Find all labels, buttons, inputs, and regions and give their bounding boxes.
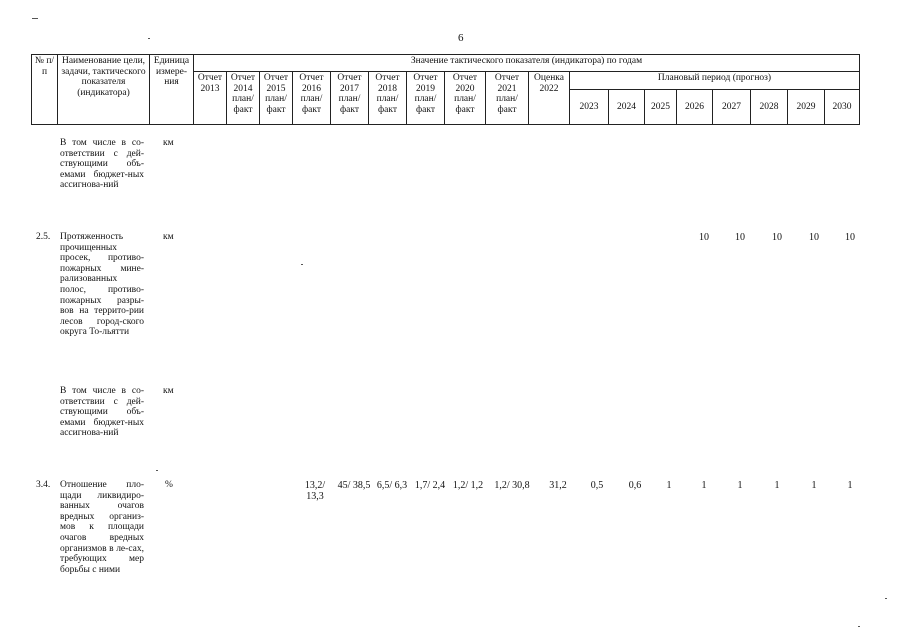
header-col-unit: Единица измере-ния: [150, 55, 194, 125]
row-4-unit: %: [165, 480, 173, 490]
row-4-plan-2028: 1: [774, 480, 780, 491]
row-4-plan-2030: 1: [847, 480, 853, 491]
scan-speck: [148, 38, 150, 39]
row-3-unit: км: [163, 386, 174, 396]
scan-speck: [32, 18, 38, 19]
row-4-report-2021: 1,2/ 30,8: [494, 480, 530, 491]
row-4-report-2020: 1,2/ 1,2: [452, 480, 484, 491]
header-plan-2029: 2029: [788, 90, 825, 125]
row-4-plan-2024: 0,6: [628, 480, 642, 491]
header-plan-2024: 2024: [609, 90, 645, 125]
row-2-plan-2027: 10: [735, 232, 745, 243]
header-year-2017: Отчет 2017 план/ факт: [331, 72, 369, 125]
header-plan-2025: 2025: [645, 90, 677, 125]
page-number: 6: [458, 32, 464, 44]
header-year-2020: Отчет 2020 план/ факт: [445, 72, 486, 125]
indicator-table-header: [31, 54, 860, 125]
header-col-name: Наименование цели, задачи, тактического показателя (индикатора): [58, 55, 150, 125]
row-3-name: В том числе в со-ответствии с дей-ствующими объ-емами бюджет-ных ассигнова-ний: [60, 386, 144, 439]
row-2-plan-2028: 10: [772, 232, 782, 243]
row-2-name: Протяженность прочищенных просек, противо-пожарных мине-рализованных полос, противо-пожарных разры-вов на террито-рии лесов город-ского округа То-льятти: [60, 232, 144, 338]
row-2-plan-2029: 10: [809, 232, 819, 243]
row-1-name: В том числе в со-ответствии с дей-ствующими объ-емами бюджет-ных ассигнова-ний: [60, 138, 144, 191]
row-4-name: Отношение пло-щади ликвидиро-ванных очагов вредных организ-мов к площади очагов вредных организмов в ле-сах, требующих мер борьбы с ними: [60, 480, 144, 575]
header-year-2021: Отчет 2021 план/ факт: [486, 72, 529, 125]
header-year-2019: Отчет 2019 план/ факт: [407, 72, 445, 125]
header-plan-2026: 2026: [677, 90, 713, 125]
row-4-report-2018: 6,5/ 6,3: [376, 480, 408, 491]
header-plan-2023: 2023: [570, 90, 609, 125]
row-4-report-2017: 45/ 38,5: [337, 480, 371, 491]
row-1-unit: км: [163, 138, 174, 148]
header-year-2018: Отчет 2018 план/ факт: [369, 72, 407, 125]
header-plan-2028: 2028: [751, 90, 788, 125]
row-4-report-2016: 13,2/ 13,3: [304, 480, 326, 502]
header-year-2016: Отчет 2016 план/ факт: [293, 72, 331, 125]
header-col-values: Значение тактического показателя (индикатора) по годам: [194, 55, 860, 72]
row-4-plan-2023: 0,5: [590, 480, 604, 491]
row-4-report-2019: 1,7/ 2,4: [414, 480, 446, 491]
scan-speck: [156, 470, 158, 471]
row-4-plan-2026: 1: [701, 480, 707, 491]
header-plan-period: Плановый период (прогноз): [570, 72, 860, 90]
row-4-num: 3.4.: [36, 480, 51, 490]
row-2-unit: км: [163, 232, 174, 242]
scan-speck: [858, 626, 860, 627]
header-year-2014: Отчет 2014 план/ факт: [227, 72, 260, 125]
row-4-plan-2025: 1: [666, 480, 672, 491]
header-year-2015: Отчет 2015 план/ факт: [260, 72, 293, 125]
row-2-plan-2026: 10: [699, 232, 709, 243]
header-plan-2027: 2027: [713, 90, 751, 125]
header-col-num: № п/п: [32, 55, 58, 125]
row-4-plan-2029: 1: [811, 480, 817, 491]
row-2-plan-2030: 10: [845, 232, 855, 243]
header-year-2013: Отчет 2013: [194, 72, 227, 125]
scan-speck: [885, 598, 887, 599]
row-4-plan-2027: 1: [737, 480, 743, 491]
header-plan-2030: 2030: [825, 90, 860, 125]
scan-speck: [301, 264, 303, 265]
row-2-num: 2.5.: [36, 232, 51, 242]
row-4-estimate-2022: 31,2: [549, 480, 567, 491]
header-estimate-2022: Оценка 2022: [529, 72, 570, 125]
